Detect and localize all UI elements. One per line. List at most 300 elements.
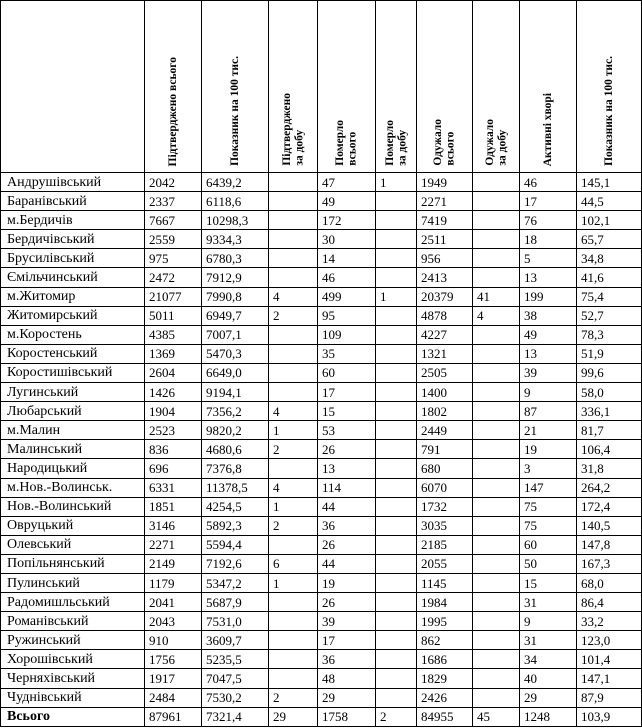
rate-cell: 7531,0 xyxy=(202,612,269,631)
table-row xyxy=(1,535,642,554)
confirmed-cell: 2149 xyxy=(145,554,202,573)
recovered-cell: 1949 xyxy=(417,173,473,192)
district-cell: Ружинський xyxy=(1,631,145,650)
district-cell: Малинський xyxy=(1,440,145,459)
active-cell: 1248 xyxy=(520,707,577,726)
table-row xyxy=(1,478,642,497)
district-cell: Андрушівський xyxy=(1,173,145,192)
active-rate-cell: 78,3 xyxy=(577,325,642,344)
confirmed-cell: 975 xyxy=(145,249,202,268)
deaths-daily-cell xyxy=(376,497,417,516)
recovered-daily-cell xyxy=(473,325,520,344)
rate-cell: 3609,7 xyxy=(202,631,269,650)
active-cell: 76 xyxy=(520,211,577,230)
confirmed-cell: 1369 xyxy=(145,344,202,363)
active-rate-cell: 123,0 xyxy=(577,631,642,650)
active-cell: 50 xyxy=(520,554,577,573)
confirmed-daily-cell xyxy=(269,325,318,344)
district-cell: Любарський xyxy=(1,402,145,421)
confirmed-daily-cell: 2 xyxy=(269,306,318,325)
active-cell: 39 xyxy=(520,363,577,382)
rate-cell: 5594,4 xyxy=(202,535,269,554)
active-cell: 31 xyxy=(520,631,577,650)
deaths-daily-cell xyxy=(376,573,417,592)
header-row xyxy=(1,1,642,173)
recovered-daily-cell xyxy=(473,230,520,249)
active-cell: 19 xyxy=(520,440,577,459)
recovered-cell: 2055 xyxy=(417,554,473,573)
deaths-daily-cell xyxy=(376,192,417,211)
confirmed-cell: 1917 xyxy=(145,669,202,688)
deaths-daily-cell xyxy=(376,268,417,287)
table-row xyxy=(1,287,642,306)
confirmed-cell: 2042 xyxy=(145,173,202,192)
table-row xyxy=(1,612,642,631)
recovered-cell: 6070 xyxy=(417,478,473,497)
header-active-rate-per-100k: Показник на 100 тис. xyxy=(577,1,642,173)
recovered-cell: 2426 xyxy=(417,688,473,707)
recovered-daily-cell xyxy=(473,631,520,650)
recovered-cell: 84955 xyxy=(417,707,473,726)
table-row xyxy=(1,192,642,211)
confirmed-cell: 2484 xyxy=(145,688,202,707)
table-row xyxy=(1,650,642,669)
rate-cell: 7007,1 xyxy=(202,325,269,344)
active-rate-cell: 106,4 xyxy=(577,440,642,459)
active-rate-cell: 86,4 xyxy=(577,593,642,612)
recovered-daily-cell xyxy=(473,249,520,268)
recovered-daily-cell xyxy=(473,535,520,554)
header-deaths-total: Померло всього xyxy=(318,1,376,173)
deaths-daily-cell: 1 xyxy=(376,287,417,306)
active-cell: 34 xyxy=(520,650,577,669)
district-cell: Радомишльський xyxy=(1,593,145,612)
confirmed-daily-cell: 4 xyxy=(269,287,318,306)
deaths-cell: 30 xyxy=(318,230,376,249)
confirmed-cell: 1426 xyxy=(145,383,202,402)
active-cell: 87 xyxy=(520,402,577,421)
table-row xyxy=(1,268,642,287)
deaths-daily-cell xyxy=(376,516,417,535)
confirmed-daily-cell xyxy=(269,363,318,382)
district-cell: Олевський xyxy=(1,535,145,554)
rate-cell: 7530,2 xyxy=(202,688,269,707)
deaths-daily-cell xyxy=(376,325,417,344)
rate-cell: 6780,3 xyxy=(202,249,269,268)
deaths-daily-cell xyxy=(376,554,417,573)
rate-cell: 5347,2 xyxy=(202,573,269,592)
deaths-daily-cell xyxy=(376,535,417,554)
active-cell: 199 xyxy=(520,287,577,306)
rate-cell: 6649,0 xyxy=(202,363,269,382)
deaths-cell: 499 xyxy=(318,287,376,306)
rate-cell: 7321,4 xyxy=(202,707,269,726)
active-rate-cell: 145,1 xyxy=(577,173,642,192)
district-cell: Романівський xyxy=(1,612,145,631)
rate-cell: 4680,6 xyxy=(202,440,269,459)
table-row xyxy=(1,173,642,192)
table-body xyxy=(1,173,642,727)
deaths-daily-cell xyxy=(376,669,417,688)
active-rate-cell: 147,8 xyxy=(577,535,642,554)
confirmed-daily-cell: 4 xyxy=(269,402,318,421)
confirmed-daily-cell: 1 xyxy=(269,573,318,592)
district-cell: Брусилівський xyxy=(1,249,145,268)
table-row xyxy=(1,554,642,573)
confirmed-daily-cell xyxy=(269,593,318,612)
deaths-cell: 48 xyxy=(318,669,376,688)
recovered-daily-cell xyxy=(473,383,520,402)
recovered-cell: 791 xyxy=(417,440,473,459)
active-cell: 17 xyxy=(520,192,577,211)
total-row xyxy=(1,707,642,726)
active-rate-cell: 31,8 xyxy=(577,459,642,478)
deaths-cell: 47 xyxy=(318,173,376,192)
recovered-cell: 1686 xyxy=(417,650,473,669)
active-rate-cell: 51,9 xyxy=(577,344,642,363)
rate-cell: 6439,2 xyxy=(202,173,269,192)
deaths-cell: 109 xyxy=(318,325,376,344)
rate-cell: 7047,5 xyxy=(202,669,269,688)
active-rate-cell: 336,1 xyxy=(577,402,642,421)
deaths-cell: 36 xyxy=(318,650,376,669)
recovered-cell: 862 xyxy=(417,631,473,650)
rate-cell: 7376,8 xyxy=(202,459,269,478)
table-row xyxy=(1,688,642,707)
confirmed-cell: 2604 xyxy=(145,363,202,382)
rate-cell: 11378,5 xyxy=(202,478,269,497)
active-rate-cell: 65,7 xyxy=(577,230,642,249)
confirmed-daily-cell xyxy=(269,650,318,669)
active-cell: 49 xyxy=(520,325,577,344)
recovered-cell: 4227 xyxy=(417,325,473,344)
deaths-daily-cell xyxy=(376,211,417,230)
district-cell: м.Бердичів xyxy=(1,211,145,230)
table-row xyxy=(1,230,642,249)
district-cell: Коростишівський xyxy=(1,363,145,382)
district-cell: Коростенський xyxy=(1,344,145,363)
confirmed-daily-cell xyxy=(269,383,318,402)
active-cell: 15 xyxy=(520,573,577,592)
table-row xyxy=(1,249,642,268)
deaths-daily-cell xyxy=(376,688,417,707)
deaths-cell: 17 xyxy=(318,631,376,650)
district-cell: Житомирський xyxy=(1,306,145,325)
confirmed-cell: 4385 xyxy=(145,325,202,344)
confirmed-cell: 696 xyxy=(145,459,202,478)
recovered-cell: 1400 xyxy=(417,383,473,402)
confirmed-cell: 2523 xyxy=(145,421,202,440)
recovered-daily-cell xyxy=(473,459,520,478)
confirmed-daily-cell: 6 xyxy=(269,554,318,573)
active-rate-cell: 68,0 xyxy=(577,573,642,592)
active-rate-cell: 81,7 xyxy=(577,421,642,440)
deaths-cell: 46 xyxy=(318,268,376,287)
recovered-daily-cell: 41 xyxy=(473,287,520,306)
active-rate-cell: 140,5 xyxy=(577,516,642,535)
confirmed-cell: 6331 xyxy=(145,478,202,497)
active-rate-cell: 172,4 xyxy=(577,497,642,516)
header-confirmed-daily: Підтверджено за добу xyxy=(269,1,318,173)
rate-cell: 7192,6 xyxy=(202,554,269,573)
district-cell: Народицький xyxy=(1,459,145,478)
confirmed-cell: 2043 xyxy=(145,612,202,631)
active-cell: 46 xyxy=(520,173,577,192)
district-cell: Ємільчинський xyxy=(1,268,145,287)
district-cell: Хорошівський xyxy=(1,650,145,669)
confirmed-daily-cell xyxy=(269,459,318,478)
district-cell: м.Малин xyxy=(1,421,145,440)
deaths-daily-cell xyxy=(376,402,417,421)
active-rate-cell: 52,7 xyxy=(577,306,642,325)
active-rate-cell: 103,9 xyxy=(577,707,642,726)
active-cell: 9 xyxy=(520,612,577,631)
recovered-daily-cell xyxy=(473,650,520,669)
table-row xyxy=(1,459,642,478)
confirmed-cell: 2337 xyxy=(145,192,202,211)
active-cell: 18 xyxy=(520,230,577,249)
recovered-cell: 2505 xyxy=(417,363,473,382)
table-row xyxy=(1,669,642,688)
deaths-cell: 15 xyxy=(318,402,376,421)
recovered-cell: 1984 xyxy=(417,593,473,612)
deaths-daily-cell xyxy=(376,230,417,249)
rate-cell: 10298,3 xyxy=(202,211,269,230)
confirmed-daily-cell: 2 xyxy=(269,688,318,707)
recovered-daily-cell xyxy=(473,211,520,230)
active-rate-cell: 33,2 xyxy=(577,612,642,631)
active-cell: 13 xyxy=(520,268,577,287)
deaths-daily-cell xyxy=(376,344,417,363)
confirmed-daily-cell: 2 xyxy=(269,516,318,535)
confirmed-cell: 2559 xyxy=(145,230,202,249)
rate-cell: 6118,6 xyxy=(202,192,269,211)
confirmed-daily-cell: 29 xyxy=(269,707,318,726)
active-rate-cell: 147,1 xyxy=(577,669,642,688)
district-cell: Всього xyxy=(1,707,145,726)
confirmed-daily-cell xyxy=(269,173,318,192)
recovered-daily-cell xyxy=(473,344,520,363)
district-cell: Пулинський xyxy=(1,573,145,592)
deaths-daily-cell: 1 xyxy=(376,173,417,192)
rate-cell: 5687,9 xyxy=(202,593,269,612)
deaths-daily-cell xyxy=(376,478,417,497)
recovered-daily-cell xyxy=(473,421,520,440)
confirmed-cell: 836 xyxy=(145,440,202,459)
confirmed-daily-cell: 4 xyxy=(269,478,318,497)
table-row xyxy=(1,573,642,592)
recovered-cell: 2449 xyxy=(417,421,473,440)
confirmed-cell: 910 xyxy=(145,631,202,650)
recovered-cell: 1732 xyxy=(417,497,473,516)
table-row xyxy=(1,363,642,382)
deaths-cell: 29 xyxy=(318,688,376,707)
confirmed-cell: 21077 xyxy=(145,287,202,306)
active-rate-cell: 101,4 xyxy=(577,650,642,669)
table-row xyxy=(1,325,642,344)
deaths-cell: 13 xyxy=(318,459,376,478)
deaths-daily-cell: 2 xyxy=(376,707,417,726)
confirmed-daily-cell: 1 xyxy=(269,497,318,516)
district-cell: Чуднівський xyxy=(1,688,145,707)
recovered-cell: 1802 xyxy=(417,402,473,421)
table-row xyxy=(1,497,642,516)
active-cell: 29 xyxy=(520,688,577,707)
active-rate-cell: 87,9 xyxy=(577,688,642,707)
recovered-daily-cell xyxy=(473,593,520,612)
recovered-daily-cell xyxy=(473,268,520,287)
header-rate-per-100k: Показник на 100 тис. xyxy=(202,1,269,173)
active-rate-cell: 34,8 xyxy=(577,249,642,268)
active-rate-cell: 58,0 xyxy=(577,383,642,402)
district-cell: Черняхівський xyxy=(1,669,145,688)
active-cell: 21 xyxy=(520,421,577,440)
table-row xyxy=(1,631,642,650)
deaths-cell: 1758 xyxy=(318,707,376,726)
table-row xyxy=(1,593,642,612)
deaths-cell: 26 xyxy=(318,440,376,459)
confirmed-daily-cell xyxy=(269,268,318,287)
deaths-cell: 44 xyxy=(318,497,376,516)
deaths-daily-cell xyxy=(376,249,417,268)
recovered-cell: 1145 xyxy=(417,573,473,592)
confirmed-cell: 2472 xyxy=(145,268,202,287)
deaths-cell: 35 xyxy=(318,344,376,363)
active-cell: 60 xyxy=(520,535,577,554)
recovered-daily-cell xyxy=(473,573,520,592)
recovered-cell: 2413 xyxy=(417,268,473,287)
deaths-cell: 39 xyxy=(318,612,376,631)
recovered-daily-cell xyxy=(473,554,520,573)
active-cell: 40 xyxy=(520,669,577,688)
recovered-daily-cell xyxy=(473,402,520,421)
district-cell: Баранівський xyxy=(1,192,145,211)
rate-cell: 9334,3 xyxy=(202,230,269,249)
confirmed-daily-cell xyxy=(269,535,318,554)
recovered-daily-cell xyxy=(473,516,520,535)
recovered-cell: 3035 xyxy=(417,516,473,535)
deaths-cell: 114 xyxy=(318,478,376,497)
active-cell: 38 xyxy=(520,306,577,325)
active-rate-cell: 102,1 xyxy=(577,211,642,230)
deaths-daily-cell xyxy=(376,612,417,631)
deaths-cell: 53 xyxy=(318,421,376,440)
table-row xyxy=(1,516,642,535)
district-cell: Лугинський xyxy=(1,383,145,402)
recovered-daily-cell: 4 xyxy=(473,306,520,325)
table-row xyxy=(1,383,642,402)
rate-cell: 7356,2 xyxy=(202,402,269,421)
confirmed-cell: 3146 xyxy=(145,516,202,535)
recovered-cell: 20379 xyxy=(417,287,473,306)
deaths-cell: 17 xyxy=(318,383,376,402)
recovered-daily-cell: 45 xyxy=(473,707,520,726)
rate-cell: 7912,9 xyxy=(202,268,269,287)
deaths-cell: 172 xyxy=(318,211,376,230)
active-cell: 75 xyxy=(520,497,577,516)
active-cell: 75 xyxy=(520,516,577,535)
deaths-cell: 26 xyxy=(318,535,376,554)
confirmed-daily-cell xyxy=(269,631,318,650)
active-cell: 9 xyxy=(520,383,577,402)
table-row xyxy=(1,421,642,440)
active-cell: 13 xyxy=(520,344,577,363)
active-cell: 5 xyxy=(520,249,577,268)
confirmed-daily-cell xyxy=(269,249,318,268)
recovered-cell: 1321 xyxy=(417,344,473,363)
confirmed-daily-cell: 2 xyxy=(269,440,318,459)
deaths-cell: 26 xyxy=(318,593,376,612)
rate-cell: 7990,8 xyxy=(202,287,269,306)
active-rate-cell: 75,4 xyxy=(577,287,642,306)
table-row xyxy=(1,344,642,363)
deaths-daily-cell xyxy=(376,440,417,459)
rate-cell: 9820,2 xyxy=(202,421,269,440)
rate-cell: 5235,5 xyxy=(202,650,269,669)
recovered-cell: 2185 xyxy=(417,535,473,554)
rate-cell: 6949,7 xyxy=(202,306,269,325)
table-row xyxy=(1,306,642,325)
rate-cell: 4254,5 xyxy=(202,497,269,516)
deaths-daily-cell xyxy=(376,383,417,402)
deaths-daily-cell xyxy=(376,631,417,650)
confirmed-cell: 87961 xyxy=(145,707,202,726)
recovered-daily-cell xyxy=(473,612,520,631)
recovered-daily-cell xyxy=(473,478,520,497)
header-recovered-daily: Одужало за добу xyxy=(473,1,520,173)
header-recovered-total: Одужало всього xyxy=(417,1,473,173)
deaths-cell: 36 xyxy=(318,516,376,535)
active-cell: 31 xyxy=(520,593,577,612)
recovered-cell: 956 xyxy=(417,249,473,268)
recovered-daily-cell xyxy=(473,497,520,516)
header-confirmed-total: Підтверджено всього xyxy=(145,1,202,173)
deaths-daily-cell xyxy=(376,650,417,669)
confirmed-daily-cell xyxy=(269,344,318,363)
district-cell: м.Коростень xyxy=(1,325,145,344)
deaths-cell: 44 xyxy=(318,554,376,573)
active-rate-cell: 167,3 xyxy=(577,554,642,573)
recovered-daily-cell xyxy=(473,363,520,382)
active-rate-cell: 99,6 xyxy=(577,363,642,382)
confirmed-cell: 1904 xyxy=(145,402,202,421)
header-active: Активні хворі xyxy=(520,1,577,173)
rate-cell: 5470,3 xyxy=(202,344,269,363)
confirmed-daily-cell: 1 xyxy=(269,421,318,440)
confirmed-daily-cell xyxy=(269,211,318,230)
district-cell: Попільнянський xyxy=(1,554,145,573)
recovered-daily-cell xyxy=(473,669,520,688)
deaths-cell: 49 xyxy=(318,192,376,211)
district-cell: м.Нов.-Волинськ. xyxy=(1,478,145,497)
table-row xyxy=(1,211,642,230)
deaths-daily-cell xyxy=(376,593,417,612)
recovered-cell: 7419 xyxy=(417,211,473,230)
district-cell: Овруцький xyxy=(1,516,145,535)
confirmed-cell: 5011 xyxy=(145,306,202,325)
recovered-cell: 1995 xyxy=(417,612,473,631)
deaths-daily-cell xyxy=(376,363,417,382)
deaths-daily-cell xyxy=(376,421,417,440)
deaths-daily-cell xyxy=(376,459,417,478)
table-row xyxy=(1,440,642,459)
recovered-daily-cell xyxy=(473,440,520,459)
active-rate-cell: 264,2 xyxy=(577,478,642,497)
recovered-daily-cell xyxy=(473,688,520,707)
recovered-daily-cell xyxy=(473,173,520,192)
confirmed-daily-cell xyxy=(269,669,318,688)
recovered-daily-cell xyxy=(473,192,520,211)
